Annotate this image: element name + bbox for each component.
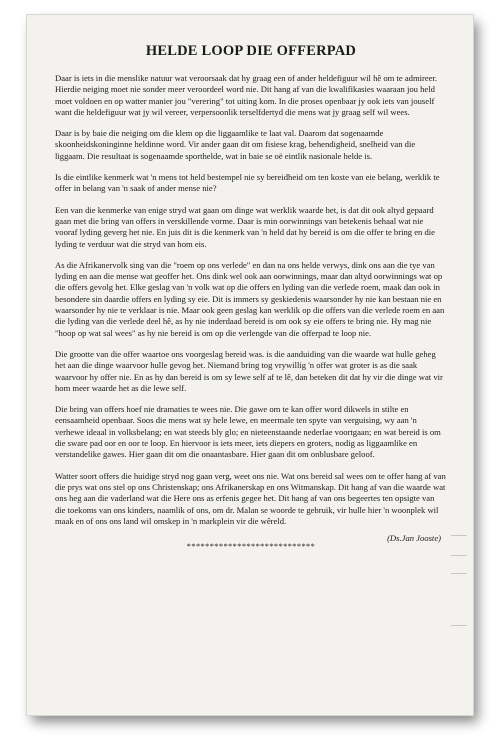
show-through-line: [451, 573, 467, 574]
document-page: [26, 14, 474, 716]
paragraph-5: As die Afrikanervolk sing van die "roem op ons verlede" en dan na ons helde verwys, dink ons aan die tye van lyding en aan die mense wat geoffer het. Ons dink wel ook aan oorwinnings, maar dan altyd oorwinnings wat op die offers gevolg het. Elke geslag van 'n volk wat op die offers en lyding van die verlede roem, maak dan ook in besondere sin daardie offers en lyding sy eie. Dit is immers sy geskiedenis waarsonder hy nie kan bestaan nie en waarsonder hy nie te verklaar is nie. Maar ook geen geslag kan werklik op die offers van die verlede roem en aan die lyding van die verlede deel hê, as hy nie inderdaad bereid is om ook sy eie offers te bring nie. Hy mag nie "hoop op wat sal wees" as hy nie bereid is om op die verlengde van die offerpad te loop nie.: [55, 259, 445, 338]
paragraph-6: Die grootte van die offer waartoe ons voorgeslag bereid was. is die aanduiding van die waarde wat hulle geheg het aan die dinge waarvoor hulle gevog het. Niemand bring tog vrywillig 'n offer wat groter is as die saak waarvoor hy offer nie. En as hy dan bereid is om sy lewe self af te lê, dan beteken dit dat hy vir die dinge wat vir hom meer waarde het as die lewe self.: [55, 348, 443, 393]
paragraph-2: Daar is by baie die neiging om die klem op die liggaamlike te laat val. Daarom dat sogenaamde skoonheidskoninginne heldinne word. Vir ander gaan dit om fisiese krag, behendigheid, snelheid van die liggaam. Die resultaat is sogenaamde sporthelde, wat in baie se oë eintlik nasionale helde is.: [55, 128, 416, 161]
author-signature: (Ds.Jan Jooste): [387, 533, 441, 544]
page-title: HELDE LOOP DIE OFFERPAD: [145, 43, 357, 59]
paragraph-4: Een van die kenmerke van enige stryd wat gaan om dinge wat werklik waarde het, is dat dit ook altyd gepaard gaan met die bring van offers in verskillende vorme. Daar is min oorwinnings van betekenis behaal wat nie vooraf lyding geverg het nie. En juis dit is die kenmerk van 'n held dat hy bereid is om die offer te bring en die lyding te verduur wat die stryd van hom eis.: [55, 204, 435, 249]
paragraph-7: Die bring van offers hoef nie dramaties te wees nie. Die gawe om te kan offer word dikwels in stilte en eensaamheid openbaar. Soos die mens wat sy hele lewe, en meermale ten spyte van verguising, wy aan 'n verhewe ideaal in volksbelang; en wat steeds bly glo; en nieteenstaande nederlae voortgaan; en wat bereid is om die sware pad oor en oor te loop. En hiervoor is iets meer, iets diepers en groters, nodig as liggaamlike en verstandelike gawes. Hier gaan dit om die onaantasbare. Hier gaan dit om onblusbare geloof.: [55, 404, 441, 460]
show-through-line: [451, 555, 467, 556]
paragraph-8: Watter soort offers die huidige stryd nog gaan verg, weet ons nie. Wat ons bereid sal wees om te offer hang af van die prys wat ons stel op ons Christenskap; ons Afrikanerskap en ons Witmanskap. Dit hang af van die waarde wat ons heg aan die vaderland wat die Here ons as erfenis gegee het. Dit hang af van ons begeertes ten opsigte van die toekoms van ons kinders, naamlik of ons, om dr. Malan se woorde te gebruik, vir hulle hier 'n woonplek wil maak en of ons ons land wil omskep in 'n markplein vir die wêreld.: [55, 470, 446, 526]
show-through-line: [451, 625, 467, 626]
paragraph-1: Daar is iets in die menslike natuur wat veroorsaak dat hy graag een of ander heldefiguur wil hê om te admireer. Hierdie neiging moet nie sonder meer veroordeel word nie. Dit hang af van die kwalifikasies waaraan jou held moet voldoen en op watter manier jou "verering" tot uiting kom. In die proses openbaar jy ook iets van jouself want die heldefiguur wat jy wil vereer, verpersoonlik terselfdertyd die mens wat jy graag self wil wees.: [55, 73, 438, 117]
show-through-line: [451, 535, 467, 536]
closing-separator: ****************************: [186, 542, 316, 552]
paragraph-3: Is die eintlike kenmerk wat 'n mens tot held bestempel nie sy bereidheid om ten koste van eie belang, werklik te offer in belang van 'n saak of ander mense nie?: [55, 172, 440, 194]
